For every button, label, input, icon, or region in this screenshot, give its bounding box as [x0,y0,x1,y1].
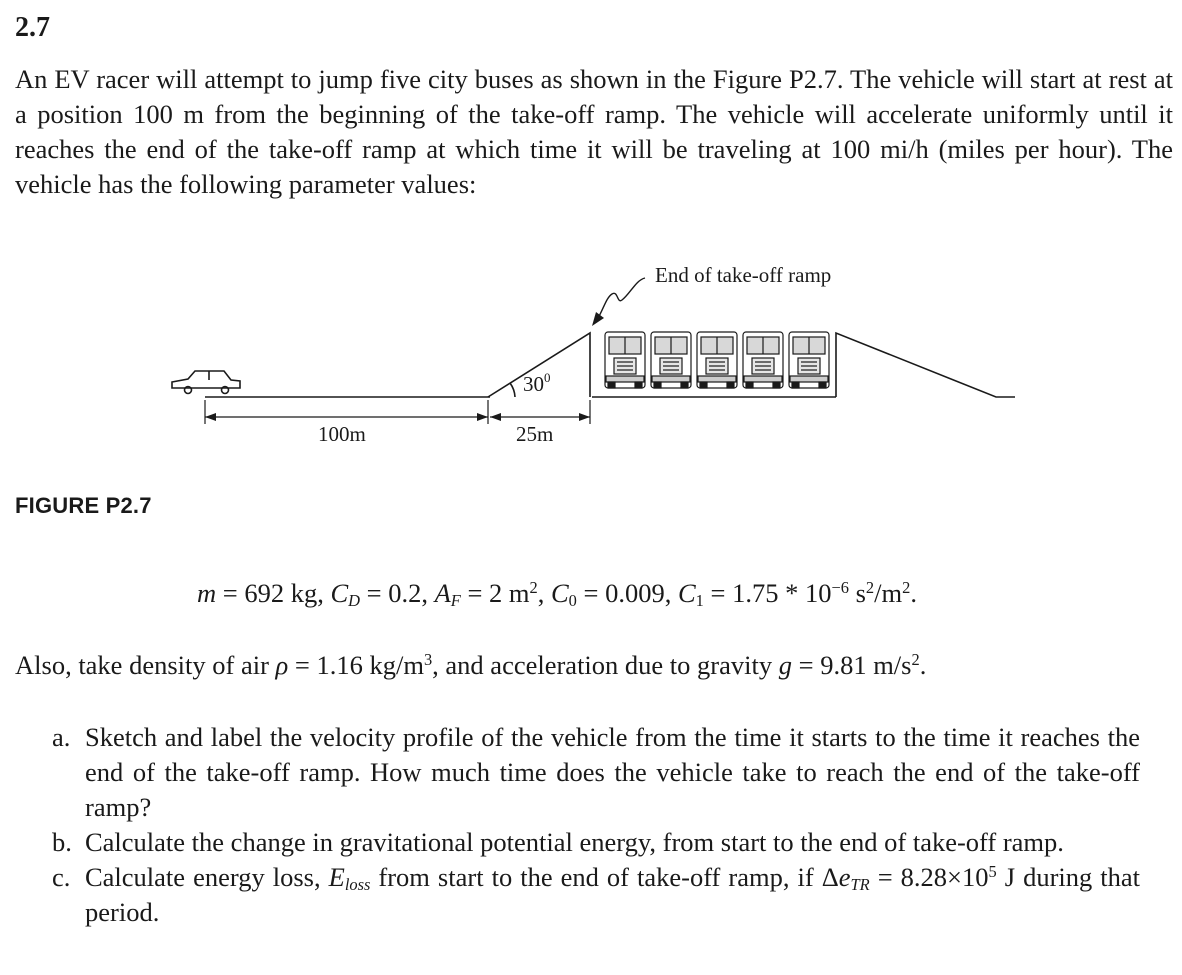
figure-diagram [0,250,1182,480]
problem-number: 2.7 [15,12,50,43]
question-a: a. Sketch and label the velocity profile of the vehicle from the time it starts to the time it reaches the end of the take-off ramp. How much time does the vehicle take to reach the end of the take-off ramp? [52,722,1140,822]
bus-icon [651,332,691,388]
bus-group [605,332,829,388]
question-b: b. Calculate the change in gravitational potential energy, from start to the end of take-off ramp. [52,827,1064,857]
angle-arc [510,383,515,397]
bus-icon [605,332,645,388]
question-c: c. Calculate energy loss, $E_{loss}$ from start to the end of take-off ramp, if $\Delta e_{TR} = 8.28\times 10^5$ J during that period. [52,861,1141,927]
figure-label: FIGURE P2.7 [15,493,152,518]
angle-label: $30^0$ [523,370,551,396]
intro-paragraph: An EV racer will attempt to jump five city buses as shown in the Figure P2.7. The vehicle will start at rest at a position 100 m from the beginning of the take-off ramp. The vehicle will accelerate uniformly until it reaches the end of the take-off ramp at which time it will be traveling at 100 mi/h (miles per hour). The vehicle has the following parameter values: [15,64,1173,199]
bus-icon [743,332,783,388]
car-icon [172,371,240,394]
constants-line: Also, take density of air ρ = 1.16 $kg/m^3$, and acceleration due to gravity g = 9.81 $m/s^2$. [15,649,927,680]
distance-label-100m: 100m [318,422,366,446]
parameter-equation: m = 692 kg, $C_D = 0.2$, $A_F = 2$ $m^2$, $C_0 = 0.009$, $C_1 = 1.75 * 10^{-6}$ $s^2/m^2$. [197,577,917,611]
landing-ramp [836,333,1015,397]
problem-intro [15,62,1173,202]
bus-icon [697,332,737,388]
ramp-end-label: End of take-off ramp [655,263,832,287]
bus-icon [789,332,829,388]
pointer-squiggle [597,278,645,320]
question-list [52,720,1140,930]
pointer-arrowhead [592,312,604,326]
distance-label-25m: 25m [516,422,554,446]
